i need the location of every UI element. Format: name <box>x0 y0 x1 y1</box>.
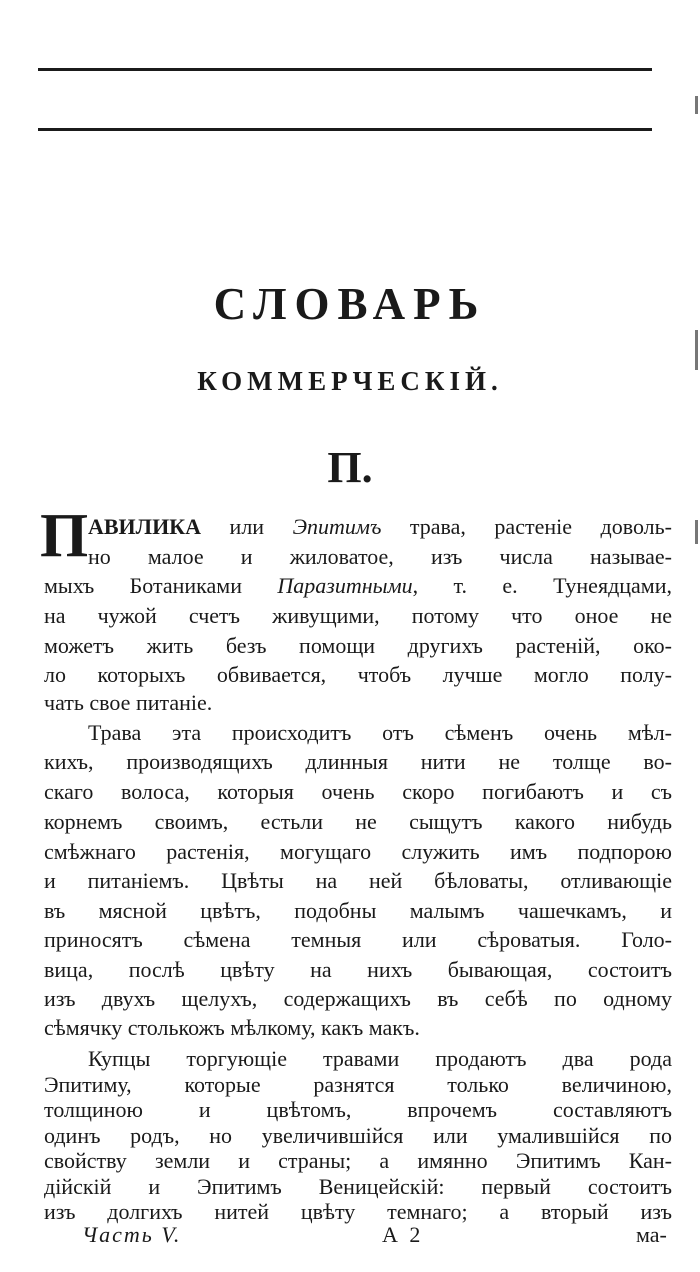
text-line <box>88 512 672 541</box>
text-line: изъ долгихъ нитей цвѣту темнаго; а вторый изъ <box>44 1199 672 1224</box>
page-subtitle: КОММЕРЧЕСКІЙ. <box>197 366 503 396</box>
text-fragment: , т. е. Тунеядцами, <box>412 573 672 598</box>
text-line: можетъ жить безъ помощи другихъ растеній, око- <box>44 633 672 658</box>
text-line: скаго волоса, которыя очень скоро погибаютъ и съ <box>44 779 672 804</box>
text-line: изъ двухъ щелухъ, содержащихъ въ себѣ по одному <box>44 986 672 1011</box>
text-line: приносятъ сѣмена темныя или сѣроватыя. Голо- <box>44 927 672 952</box>
margin-mark <box>695 330 698 370</box>
text-line: ло которыхъ обвивается, чтобъ лучше могло полу- <box>44 662 672 687</box>
text-line: Купцы торгующіе травами продаютъ два рода <box>88 1046 672 1071</box>
margin-mark <box>695 520 698 544</box>
page-title: СЛОВАРЬ <box>213 279 487 329</box>
text-fragment: трава, растеніе доволь- <box>381 514 672 539</box>
text-fragment: или <box>201 514 293 539</box>
text-line: въ мясной цвѣтъ, подобны малымъ чашечкамъ, и <box>44 898 672 923</box>
text-line <box>44 571 672 600</box>
italic-term: Паразитными <box>277 573 413 598</box>
text-line: корнемъ своимъ, естьли не сыщутъ какого нибудь <box>44 809 672 834</box>
text-line: но малое и жиловатое, изъ числа называе- <box>88 544 672 569</box>
entry-term: АВИЛИКА <box>88 514 202 539</box>
second-rule <box>38 128 652 131</box>
section-letter: П. <box>327 443 373 492</box>
text-line: дійскій и Эпитимъ Веницейскій: первый состоитъ <box>44 1173 672 1199</box>
text-line: на чужой счетъ живущими, потому что оное не <box>44 603 672 628</box>
text-line: толщиною и цвѣтомъ, впрочемъ составляютъ <box>44 1097 672 1122</box>
text-line: смѣжнаго растенія, могущаго служить имъ подпорою <box>44 839 672 864</box>
text-line: сѣмячку столькожъ мѣлкому, какъ макъ. <box>44 1015 420 1040</box>
drop-cap: П <box>40 502 89 570</box>
signature-label: Часть V. <box>82 1222 182 1247</box>
text-line: одинъ родъ, но увеличившійся или умалившійся по <box>44 1122 672 1148</box>
entry-synonym: Эпитимъ <box>292 514 382 539</box>
signature-mark: А 2 <box>382 1222 424 1247</box>
margin-mark <box>695 96 698 114</box>
catchword: ма- <box>636 1222 667 1247</box>
text-fragment: мыхъ Ботаниками <box>44 573 278 598</box>
text-line: свойству земли и страны; а имянно Эпитимъ Кан- <box>44 1148 672 1173</box>
text-line: чать свое питаніе. <box>44 690 213 715</box>
text-line: и питаніемъ. Цвѣты на ней бѣловаты, отливающіе <box>44 868 672 893</box>
text-line: Трава эта происходитъ отъ сѣменъ очень мѣл- <box>88 720 672 745</box>
text-line: вица, послѣ цвѣту на нихъ бывающая, состоитъ <box>44 957 672 982</box>
text-line: кихъ, производящихъ длинныя нити не толще во- <box>44 749 672 774</box>
top-rule <box>38 68 652 71</box>
text-line: Эпитиму, которые разнятся только величиною, <box>44 1071 672 1097</box>
